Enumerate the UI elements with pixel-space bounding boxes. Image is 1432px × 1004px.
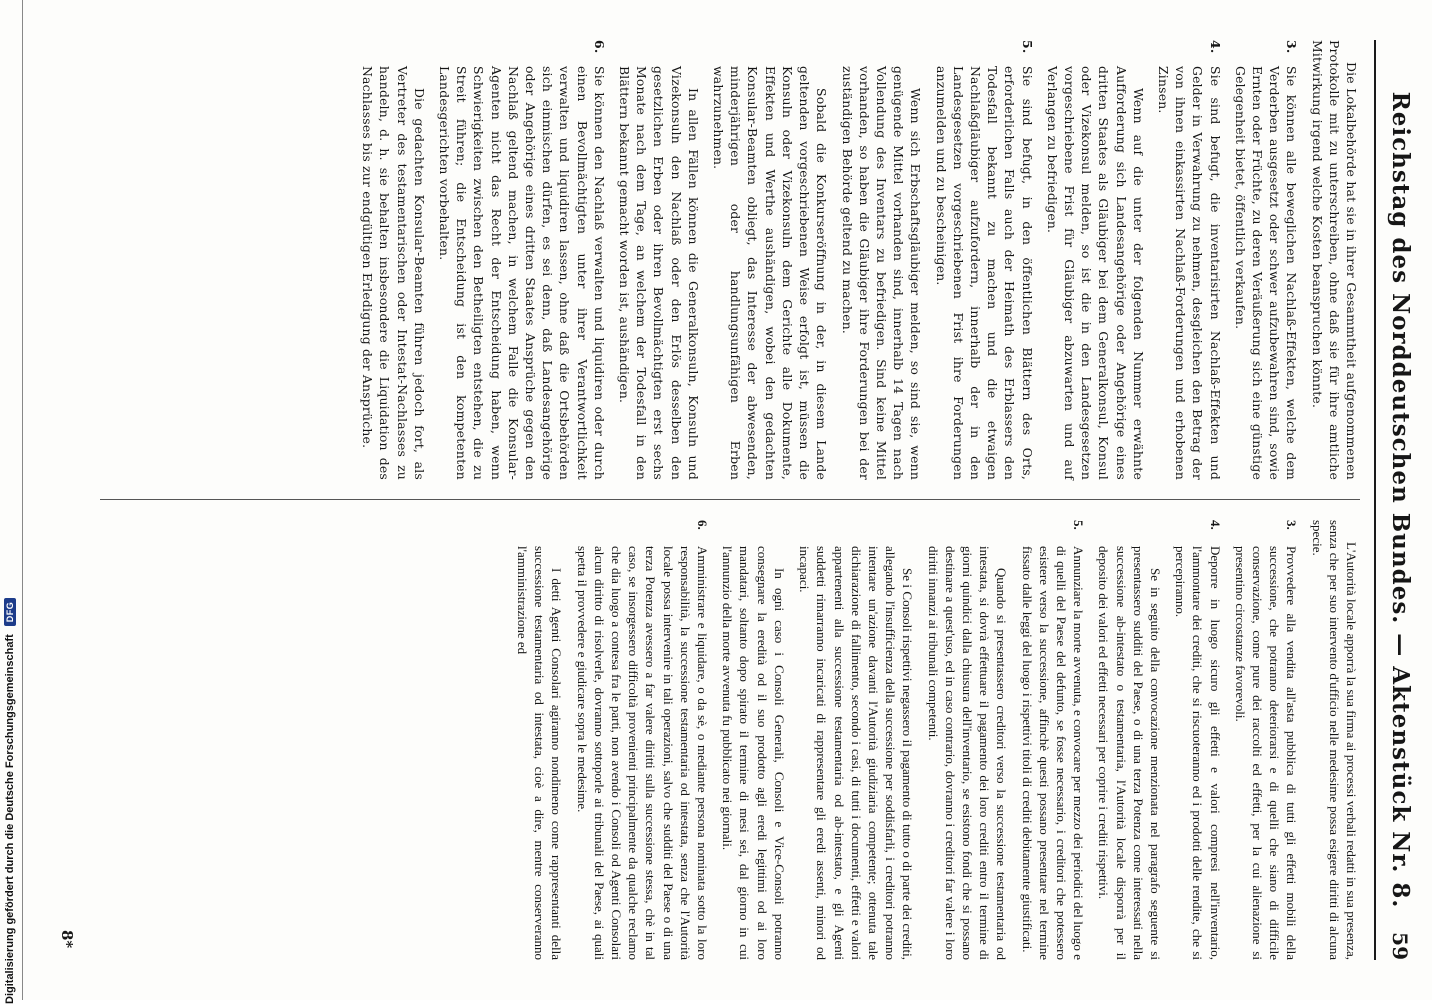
item-text: Sie sind befugt, die inventarisirten Nachlaß-Effekten und Gelder in Verwahrung zu nehmen, desgleichen den Betrag der von ihnen einkassirten Nachlaß-Forderungen und erhobenen Zinsen. <box>1155 66 1223 480</box>
item-number: 6. <box>591 40 607 54</box>
right-item <box>1018 520 1087 960</box>
item-text: Deporre in luogo sicuro gli effetti e valori compresi nell'inventario, l'ammontare dei crediti, che si riscuoteranno ed i prodotti delle rendite, che si percepiranno. <box>1173 546 1223 960</box>
left-paragraph: Die gedachten Konsular-Beamten führen jedoch fort, als Vertreter des testamentarischen oder Intestat-Nachlasses zu handeln, d. h. sie behalten insbesondere die Liquidation des Nachlasses bis zur endgültigen Erledigung der Ansprüche. <box>360 66 427 480</box>
item-number: 5. <box>1019 40 1035 54</box>
left-paragraph: In allen Fällen können die Generalkonsuln, Konsuln und Vizekonsuln den Nachlaß oder den Erlös desselben den gesetzlichen Erben oder ihren Bevollmächtigten erst sechs Monate nach dem Tage, an welchem der Todesfall in den Blättern bekannt gemacht worden ist, aushändigen. <box>617 66 701 480</box>
left-column-german <box>351 40 1360 480</box>
left-items-list <box>359 40 1300 480</box>
page-number: 59 <box>1388 932 1412 960</box>
item-number: 6. <box>695 520 711 530</box>
item-text: Provvedere alla vendita all'asta pubblica di tutti gli effetti mobili della successione, che potranno deteriorarsi e di quelli che siano di difficile conservazione, come pure dei raccolti ed effetti, per la cui alienazione si presentino circostanze favorevoli. <box>1232 546 1300 960</box>
left-item <box>1155 40 1224 480</box>
item-text: Sie sind befugt, in den öffentlichen Blättern des Orts, erforderlichen Falls auch der Heimath des Erblassers den Todesfall bekannt zu machen und die etwaigen Nachlaßgläubiger aufzufordern, innerhalb der in den Landesgesetzen vorgeschriebenen Frist ihre Forderungen anzumelden und zu bescheinigen. <box>933 66 1035 480</box>
header-rule <box>1374 40 1376 960</box>
left-item <box>932 40 1035 480</box>
item-number: 4. <box>1207 520 1223 530</box>
page-header <box>1380 40 1414 960</box>
right-paragraph: Quando si presentassero creditori verso la successione testamentaria od intestata, si dovrà effettuare il pagamento dei loro crediti entro il termine di giorni quindici dalla chiusura dell'inventario, se esistono fondi che si possano destinare a quest'uso, ed in caso contrario, dovranno i creditori far valere i loro diritti innanzi ai tribunali competenti. <box>925 546 1010 960</box>
digitization-text: Digitalisierung gefördert durch die Deutsche Forschungsgemeinschaft <box>4 634 16 1004</box>
right-items-list <box>514 520 1301 960</box>
right-paragraph: Se i Consoli rispettivi negassero il pagamento di tutto o di parte dei crediti, allegando l'insufficienza della successione per soddisfarli, i creditori potranno intentare un'azione davanti l'Autorità giudiziaria competente; ottenuta tale dichiarazione di fallimento, secondo i casi, di tutti i documenti, effetti e valori appartenenti alla successione testamentaria od ab-intestato, e gli Agenti suddetti rimarranno incaricati di rappresentare gli eredi assenti, minori od incapaci. <box>797 546 916 960</box>
right-paragraph: Se in seguito della convocazione menzionata nel paragrafo seguente si presentassero sudditi del Paese, o di una terza Potenza come interessati nella successione ab-intestato o testamentaria, l'Autorità locale disporrà per il deposito dei valori ed effetti necessari per coprire i crediti rispettivi. <box>1096 546 1163 960</box>
item-number: 3. <box>1284 520 1300 530</box>
item-text: Annunziare la morte avvenuta, e convocare per mezzo dei periodici del luogo e di quelli del Paese del defunto, se fosse necessario, i creditori che potessero esistere verso la successione, affinchè questi possano presentare nel termine fissato dalle leggi del luogo i rispettivi titoli di crediti debitamente giustificati. <box>1019 546 1087 960</box>
right-item <box>573 520 711 960</box>
item-number: 3. <box>1284 40 1300 54</box>
column-divider <box>100 499 1360 500</box>
left-paragraph: Wenn sich Erbschaftsgläubiger melden, so sind sie, wenn genügende Mittel vorhanden sind, innerhalb 14 Tagen nach Vollendung des Inventars zu befriedigen. Sind keine Mittel vorhanden, so haben die Gläubiger ihre Forderungen bei der zuständigen Behörde geltend zu machen. <box>839 66 924 480</box>
item-number: 5. <box>1071 520 1087 530</box>
left-item <box>1232 40 1301 480</box>
item-text: Amministrare e liquidare, o da sè, o mediante persona nominata sotto la loro responsabilità, la successione testamentaria od intestata, senza che l'Autorità locale possa intervenire in tali operazioni, salvo che sudditi del Paese o di una terza Potenza avessero a far valere diritti sulla successione stessa, chè in tal caso, se insorgessero difficoltà provenienti principalmente da qualche reclamo che dia luogo a contesa fra le parti, non avendo i Consoli od Agenti Consolari alcun diritto di risolverle, dovranno sottoporle ai tribunali del Paese, ai quali spetta il provvedere e giudicare sopra le medesime. <box>574 546 711 960</box>
right-item <box>1232 520 1301 960</box>
dfg-logo-icon: DFG <box>4 598 16 627</box>
page-title: Reichstag des Norddeutschen Bundes. — Aktenstück Nr. 8. <box>1387 91 1414 909</box>
digitization-footer <box>0 0 22 1004</box>
right-item <box>1172 520 1224 960</box>
signature-mark: 8* <box>58 930 76 949</box>
item-number: 4. <box>1207 40 1223 54</box>
right-paragraph: I detti Agenti Consolari agiranno nondimeno come rappresentanti della successione testamentaria od intestata, cioè a dire, mentre conserveranno l'amministrazione ed <box>515 546 565 960</box>
right-intro-paragraph: L'Autorità locale apporrà la sua firma ai processi verbali redatti in sua presenza, senza che per suo intervento d'ufficio nelle medesime possa esigere diritti di alcuna specie. <box>1309 520 1359 960</box>
left-paragraph: Wenn auf die unter der folgenden Nummer erwähnte Aufforderung sich Landesangehörige oder Angehörige eines dritten Staates als Gläubiger bei dem Generalkonsul, Konsul oder Vizekonsul melden, so ist die in den Landesgesetzen vorgeschriebene Frist für Gläubiger abzuwarten und auf Verlangen zu befriedigen. <box>1044 66 1146 480</box>
digitization-label <box>4 601 16 1004</box>
left-item <box>436 40 608 480</box>
left-intro-paragraph: Die Lokalbehörde hat sie in ihrer Gesammtheit aufgenommenen Protokolle mit zu unterschreiben, ohne daß sie für ihre amtliche Mitwirkung irgend welche Kosten beanspruchen könnte. <box>1309 40 1359 480</box>
item-text: Sie können den Nachlaß verwalten und liquidiren oder durch einen Bevollmächtigten unter ihrer Verantwortlichkeit verwalten und liquidiren lassen, ohne daß die Ortsbehörden sich einmischen dürfen, es sei denn, daß Landesangehörige oder Angehörige eines dritten Staates Ansprüche gegen den Nachlaß geltend machen, in welchem Falle die Konsular-Agenten nicht das Recht der Entscheidung haben, wenn Schwierigkeiten zwischen den Betheiligten entstehen, die zu Streit führen; die Entscheidung ist den kompetenten Landesgerichten vorbehalten. <box>437 66 607 480</box>
left-paragraph: Sobald die Konkurseröffnung in der, in diesem Lande geltenden vorgeschriebenen Weise erfolgt ist, müssen die Konsuln oder Vizekonsuln dem Gerichte alle Dokumente, Effekten und Werthe aushändigen, wobei den gedachten Konsular-Beamten obliegt, das Interesse der abwesenden, minderjährigen oder handlungsunfähigen Erben wahrzunehmen. <box>711 66 830 480</box>
item-text: Sie können alle beweglichen Nachlaß-Effekten, welche dem Verderben ausgesetzt oder schwer aufzubewahren sind, sowie Ernten oder Früchte, zu deren Veräußerung sich eine günstige Gelegenheit bietet, öffentlich verkaufen. <box>1232 66 1300 480</box>
right-column-italian <box>506 520 1360 960</box>
right-paragraph: In ogni caso i Consoli Generali, Consoli e Vice-Consoli potranno consegnare la eredità od il suo prodotto agli eredi legittimi od ai loro mandatari, soltanto dopo spirato il termine di mesi sei, dal giorno in cui l'annunzio della morte avvenuta fu pubblicato nei giornali. <box>720 546 787 960</box>
